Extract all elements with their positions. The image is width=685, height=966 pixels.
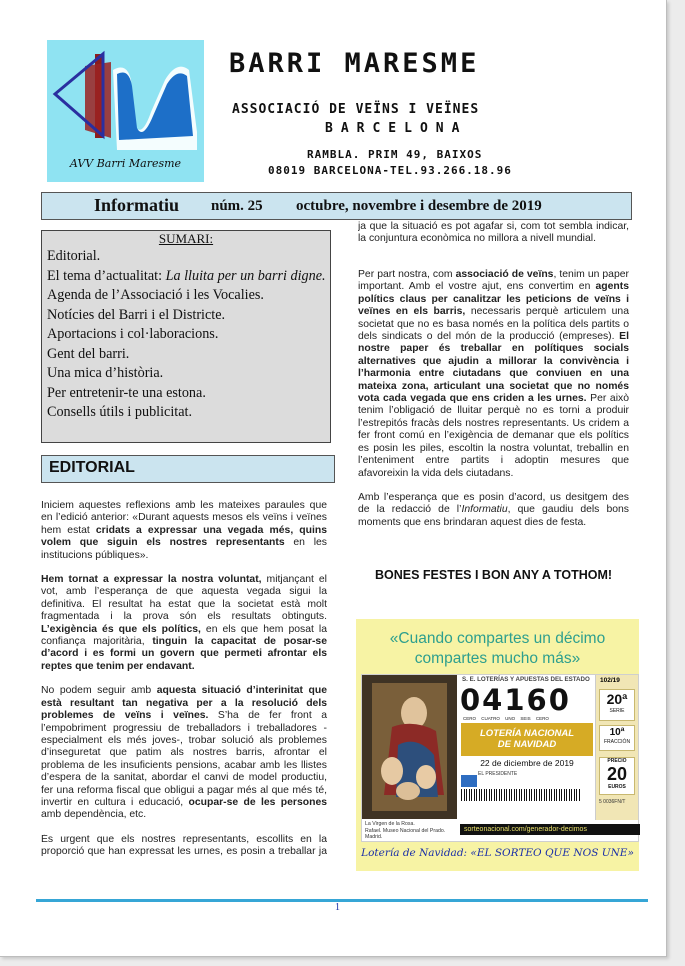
- ticket-issuer: S. E. LOTERÍAS Y APUESTAS DEL ESTADO: [462, 676, 590, 683]
- ticket-logo-icon: [461, 775, 477, 787]
- ticket-fraccion-box: 10ª FRACCIÓN: [599, 725, 635, 751]
- toc-item-label: El tema d’actualitat:: [47, 267, 166, 284]
- editorial-paragraph: Hem tornat a expressar la nostra voluntat, mitjançant el vot, amb l’esperança de que aquesta vegada sigui la definitiva. El resultat ha estat que la societat està molt fragmentada i la prova són els resultats obtinguts. L’exigència és que els polítics, en els que hem posat la confiança majoritària, tinguin la capacitat de posar-se d’acord i es formi un govern que permeti afrontar els reptes que tenim per endavant.: [41, 574, 327, 672]
- issue-period: octubre, novembre i desembre de 2019: [296, 198, 542, 214]
- ticket-code: 5 0036FN/T: [599, 799, 626, 805]
- toc-item: Aportacions i col·laboracions.: [47, 326, 219, 342]
- lottery-advertisement: [356, 619, 639, 871]
- ad-tagline: Lotería de Navidad: «EL SORTEO QUE NOS UNE»: [361, 847, 634, 859]
- masthead-subtitle: ASSOCIACIÓ DE VEÏNS I VEÏNES: [232, 102, 480, 117]
- editorial-heading: EDITORIAL: [49, 459, 135, 476]
- toc-item-emphasis: La lluita per un barri digne.: [165, 267, 326, 284]
- address-line-2: 08019 BARCELONA-TEL.93.266.18.96: [268, 164, 512, 177]
- editorial-column-right: [358, 220, 629, 541]
- virgin-of-the-rose-painting: [362, 675, 457, 819]
- page-number: 1: [335, 902, 340, 913]
- editorial-heading-bar: [41, 455, 335, 483]
- ticket-lottery-name: LOTERÍA NACIONAL DE NAVIDAD: [461, 723, 593, 756]
- toc-item: Una mica d’història.: [47, 365, 164, 381]
- editorial-column-left: [41, 500, 327, 858]
- footer-rule: [36, 899, 648, 902]
- toc-title: SUMARI:: [158, 231, 214, 246]
- toc-item: Gent del barri.: [47, 345, 130, 362]
- ticket-date: 22 de diciembre de 2019: [480, 758, 574, 768]
- table-of-contents: [41, 230, 331, 443]
- ticket-number-words: CERO CUATRO UNO SEIS CERO: [463, 716, 549, 721]
- ticket-side-panel: [595, 675, 638, 820]
- toc-item: Agenda de l’Associació i les Vocalies.: [47, 287, 264, 303]
- editorial-paragraph: No podem seguir amb aquesta situació d’interinitat que està resultant tan negativa per a la resolució dels problemes de veïns i veïnes. S’ha de fer front a l’empobriment progressiu de treballadors i treballadores -especialment els més joves-, trobar solució als problemes d’inseguretat que patim als nostres barris, afrontar el problema de les insuficients pensions, acabar amb les llistes d’espera de la sanitat, abordar el canvi de model productiu, fer una reforma fiscal que obligui a pagar més al que més té, invertir en cultura i educació, ocupar-se de les persones amb dependència, etc.: [41, 685, 327, 821]
- editorial-paragraph: Amb l’esperança que es posin d’acord, us desitgem des de la redacció de l’Informatiu, que gaudiu dels bons moments que ens brindaran aquest dies de festa.: [358, 491, 629, 528]
- editorial-paragraph-continued: [358, 220, 629, 257]
- toc-item: Consells útils i publicitat.: [47, 404, 193, 420]
- holiday-greeting: BONES FESTES I BON ANY A TOTHOM!: [374, 568, 613, 582]
- masthead-title: BARRI MARESME: [229, 48, 480, 79]
- toc-item: Per entretenir-te una estona.: [47, 384, 206, 401]
- ticket-price-box: PRECIO 20 EUROS: [599, 757, 635, 795]
- ticket-president: EL PRESIDENTE: [478, 771, 518, 777]
- address-line-1: RAMBLA. PRIM 49, BAIXOS: [307, 148, 483, 161]
- painting-artwork: [362, 675, 457, 819]
- lottery-ticket: [361, 674, 639, 842]
- editorial-paragraph: Per part nostra, com associació de veïns, tenim un paper important. Amb el vostre ajut, ens convertim en agents polítics claus per canalitzar les peticions de veïns i veïnes en els barris, necessaris perquè articulem una societat que no es basa només en la política dels partits o dels sindicats o del món de la producció (empreses). El nostre paper és treballar en polítiques socials alternatives que ajudin a millorar la convivència i l’harmonia entre ciutadans que conviuen en una mateixa zona, articulant una societat que no només vota cada vegada que ens criden a les urnes. Per això tenim l’obligació de lluitar perquè no es torni a produir l’estrepitós fracàs dels nostres representants. Us cridem a fer front comú en l’exigència de demanar que els polítics es posin les piles, escoltin la nostra voluntat, treballin en l’enteniment entre partits i adoptin mesures que afavoreixin la vida dels ciutadans.: [358, 269, 629, 479]
- informatiu-label: Informatiu: [94, 195, 179, 215]
- ad-slogan-line-2: compartes mucho más»: [414, 650, 581, 667]
- editorial-paragraph: Iniciem aquestes reflexions amb les mateixes paraules que en l’edició anterior: «Durant aquests mesos els veïns i veïnes hem estat cridats a expressar una vegada més, quins volem que siguin els nostres representants en les institucions públiques».: [41, 500, 328, 561]
- editorial-paragraph: És urgent que els nostres representants, escollits en la proporció que han expressat les urnes, es posin a treballar ja: [41, 833, 327, 858]
- toc-item: Editorial.: [47, 248, 101, 264]
- ticket-number: 04160: [460, 683, 571, 717]
- ticket-barcode: [461, 789, 581, 801]
- issue-number: núm. 25: [211, 198, 263, 214]
- painting-caption: La Virgen de la Rosa. Rafael. Museo Nacional del Prado. Madrid.: [365, 821, 446, 840]
- ticket-serie-box: 20ª SERIE: [599, 689, 635, 721]
- masthead-city: BARCELONA: [325, 121, 468, 136]
- toc-item: [42, 267, 330, 287]
- association-logo: [47, 40, 204, 182]
- logo-caption: AVV Barri Maresme: [69, 157, 182, 170]
- ad-slogan-line-1: «Cuando compartes un décimo: [389, 630, 606, 647]
- issue-info-bar: [41, 192, 632, 220]
- ticket-draw-code: 102/19: [600, 677, 620, 684]
- editorial-continuation-text: ja que la situació es pot agafar si, com tot sembla indicar, la conjuntura econòmica no millora a nivell mundial.: [358, 220, 629, 245]
- ticket-url: sorteonacional.com/generador-decimos: [460, 824, 640, 835]
- toc-item: Notícies del Barri i el Districte.: [47, 306, 226, 323]
